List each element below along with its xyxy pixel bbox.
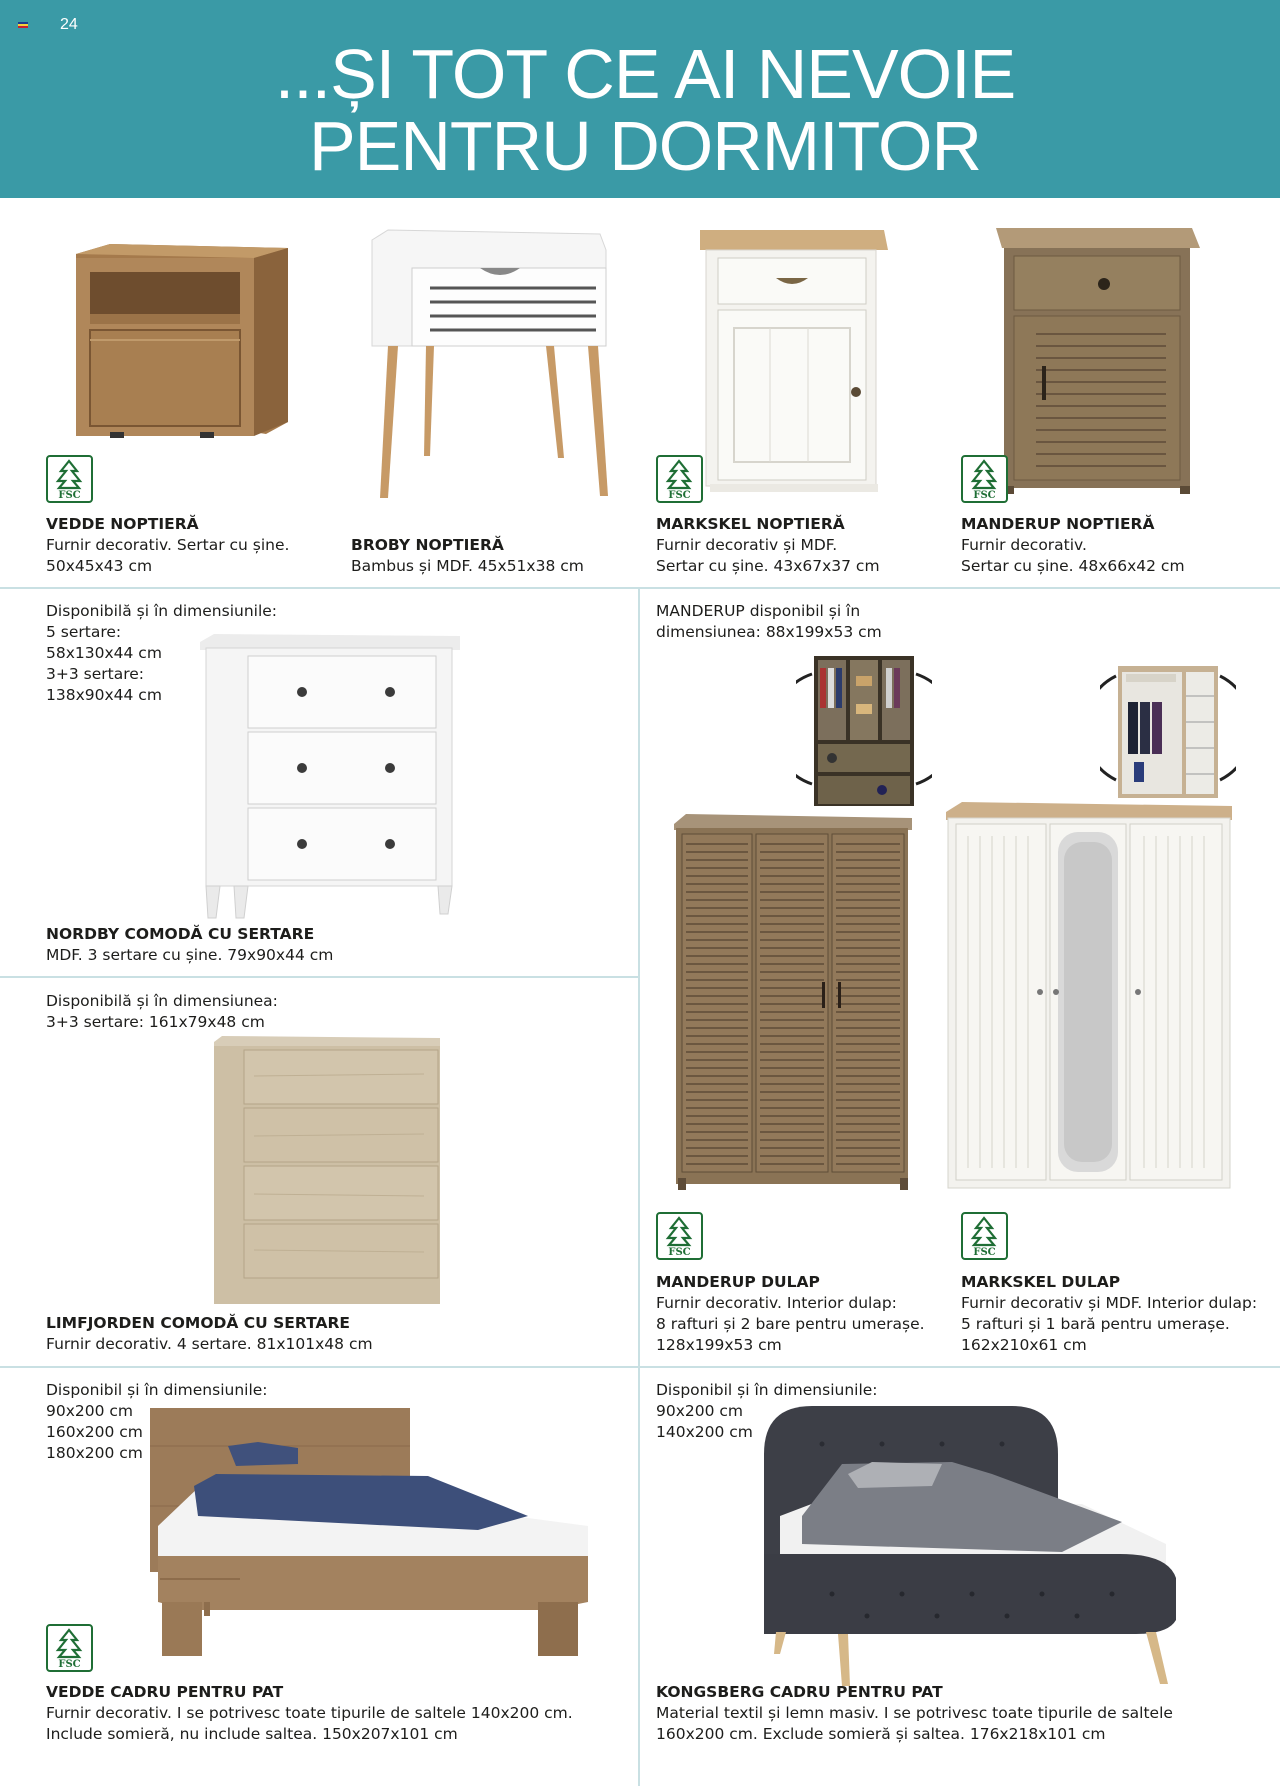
fsc-logo-icon xyxy=(961,455,1008,503)
divider xyxy=(638,588,640,1786)
product-dims: 162x210x61 cm xyxy=(961,1336,1087,1354)
fsc-logo-icon xyxy=(46,1624,93,1672)
kongsberg-bed-info xyxy=(656,1682,1173,1745)
vedde-nightstand-info xyxy=(46,514,289,577)
product-desc: Furnir decorativ. I se potrivesc toate tipurile de saltele 140x200 cm. xyxy=(46,1704,573,1722)
product-name: NORDBY COMODĂ CU SERTARE xyxy=(46,925,315,943)
vedde-bed-image xyxy=(148,1406,594,1660)
fsc-logo-icon xyxy=(961,1212,1008,1260)
product-desc: MDF. 3 sertare cu șine. 79x90x44 cm xyxy=(46,946,334,964)
product-name: VEDDE CADRU PENTRU PAT xyxy=(46,1683,284,1701)
svg-text:FSC: FSC xyxy=(668,490,691,501)
availability-line: 58x130x44 cm xyxy=(46,644,162,662)
svg-text:FSC: FSC xyxy=(973,490,996,501)
nordby-dresser-info xyxy=(46,924,333,966)
markskel-wardrobe-image xyxy=(944,802,1234,1190)
page-header xyxy=(0,0,1280,198)
limfjorden-dresser-info xyxy=(46,1313,373,1355)
markskel-nightstand-info xyxy=(656,514,880,577)
product-desc: Furnir decorativ și MDF. xyxy=(656,536,838,554)
country-flag-icon xyxy=(18,22,28,29)
availability-line: 180x200 cm xyxy=(46,1444,143,1462)
vedde-bed-info xyxy=(46,1682,573,1745)
product-dims: Sertar cu șine. 48x66x42 cm xyxy=(961,557,1185,575)
broby-nightstand-info xyxy=(351,535,584,577)
svg-text:FSC: FSC xyxy=(58,490,81,501)
product-desc: Furnir decorativ. 4 sertare. 81x101x48 cm xyxy=(46,1335,373,1353)
page-title xyxy=(0,35,1280,185)
product-desc: Material textil și lemn masiv. I se potrivesc toate tipurile de saltele xyxy=(656,1704,1173,1722)
title-line-2: PENTRU DORMITOR xyxy=(308,107,982,185)
markskel-wardrobe-info xyxy=(961,1272,1257,1356)
product-name: KONGSBERG CADRU PENTRU PAT xyxy=(656,1683,943,1701)
page-number: 24 xyxy=(60,16,78,33)
title-line-1: ...ȘI TOT CE AI NEVOIE xyxy=(274,35,1016,113)
product-desc: 160x200 cm. Exclude somieră și saltea. 176x218x101 cm xyxy=(656,1725,1106,1743)
fsc-logo-icon xyxy=(656,1212,703,1260)
markskel-interior-image xyxy=(1100,662,1236,802)
product-name: LIMFJORDEN COMODĂ CU SERTARE xyxy=(46,1314,351,1332)
manderup-wardrobe-availability xyxy=(656,601,882,643)
availability-line: 90x200 cm xyxy=(46,1402,134,1420)
availability-line: 5 sertare: xyxy=(46,623,122,641)
manderup-nightstand-info xyxy=(961,514,1185,577)
product-name: MARKSKEL DULAP xyxy=(961,1273,1121,1291)
nordby-dresser-image xyxy=(200,634,462,922)
manderup-nightstand-image xyxy=(996,226,1202,494)
availability-line: 140x200 cm xyxy=(656,1423,753,1441)
availability-line: 3+3 sertare: xyxy=(46,665,144,683)
fsc-logo-icon xyxy=(46,455,93,503)
product-desc: Furnir decorativ. Sertar cu șine. xyxy=(46,536,290,554)
product-dims: 128x199x53 cm xyxy=(656,1336,782,1354)
manderup-interior-image xyxy=(796,654,932,808)
product-desc: 8 rafturi și 2 bare pentru umerașe. xyxy=(656,1315,925,1333)
vedde-nightstand-image xyxy=(70,244,290,444)
svg-text:FSC: FSC xyxy=(58,1659,81,1670)
availability-line: 138x90x44 cm xyxy=(46,686,162,704)
limfjorden-dresser-image xyxy=(214,1036,442,1306)
product-desc: Furnir decorativ. Interior dulap: xyxy=(656,1294,897,1312)
availability-title: Disponibil și în dimensiunile: xyxy=(656,1381,878,1399)
availability-line: 90x200 cm xyxy=(656,1402,744,1420)
product-desc: Bambus și MDF. 45x51x38 cm xyxy=(351,557,584,575)
product-name: BROBY NOPTIERĂ xyxy=(351,536,504,554)
svg-text:FSC: FSC xyxy=(668,1247,691,1258)
availability-title: Disponibilă și în dimensiunea: xyxy=(46,992,278,1010)
availability-line: 160x200 cm xyxy=(46,1423,143,1441)
availability-line: MANDERUP disponibil și în xyxy=(656,602,861,620)
product-name: MANDERUP DULAP xyxy=(656,1273,820,1291)
product-dims: Sertar cu șine. 43x67x37 cm xyxy=(656,557,880,575)
divider xyxy=(0,976,638,978)
markskel-nightstand-image xyxy=(698,228,890,496)
product-desc: Furnir decorativ. xyxy=(961,536,1087,554)
product-dims: 50x45x43 cm xyxy=(46,557,153,575)
product-name: VEDDE NOPTIERĂ xyxy=(46,515,199,533)
limfjorden-availability xyxy=(46,991,278,1033)
divider xyxy=(0,587,1280,589)
kongsberg-bed-image xyxy=(762,1404,1182,1696)
product-desc: Include somieră, nu include saltea. 150x207x101 cm xyxy=(46,1725,458,1743)
manderup-wardrobe-info xyxy=(656,1272,925,1356)
product-name: MANDERUP NOPTIERĂ xyxy=(961,515,1155,533)
availability-line: 3+3 sertare: 161x79x48 cm xyxy=(46,1013,265,1031)
broby-nightstand-image xyxy=(368,228,612,500)
product-name: MARKSKEL NOPTIERĂ xyxy=(656,515,845,533)
manderup-wardrobe-image xyxy=(672,814,914,1194)
availability-title: Disponibilă și în dimensiunile: xyxy=(46,602,278,620)
availability-title: Disponibil și în dimensiunile: xyxy=(46,1381,268,1399)
availability-line: dimensiunea: 88x199x53 cm xyxy=(656,623,882,641)
svg-text:FSC: FSC xyxy=(973,1247,996,1258)
product-desc: 5 rafturi și 1 bară pentru umerașe. xyxy=(961,1315,1230,1333)
divider xyxy=(0,1366,1280,1368)
fsc-logo-icon xyxy=(656,455,703,503)
product-desc: Furnir decorativ și MDF. Interior dulap: xyxy=(961,1294,1258,1312)
